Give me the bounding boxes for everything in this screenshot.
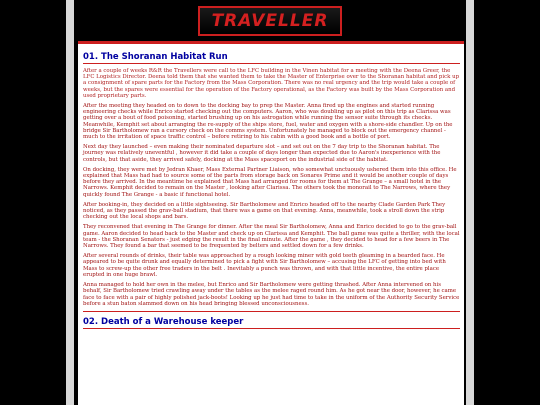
logo-text: TRAVELLER — [211, 11, 329, 31]
section-heading-2: 02. Death of a Warehouse keeper — [83, 317, 460, 329]
paragraph: After booking-in, they decided on a little sightseeing. Sir Bartholomew and Enrico headed off to the nearby Clade Garden Park They noticed, as they passed the grav-ball stadium, that there was a game on that evening. Anna, meanwhile, took a stroll down the strip checking out the local shops and bars. — [83, 201, 446, 221]
paragraph: Anna managed to hold her own in the melee, but Enrico and Sir Bartholomew were getting thrashed. After Anna intervened on his behalf, Sir Bartholomew tried crawling away under the tables as the melee raged round him. As he got near the door, however, he came face to face with a pair of highly polished jack-boots! Looking up he just had time to take in the uniform of the Authority Security Service before a stun baton slammed down on his head bringing blessed unconsciousness. — [83, 282, 460, 307]
paragraph: Next day they launched – even making their nominated departure slot – and set out on the 7 day trip to the Shoranan habitat. The journey was relatively uneventful , however it did take a couple of days longer than expected due to Aaron's inexperience with the controls, but that aside, they arrived safely, docking at the Mass spaceport on the industrial side of the habitat. — [83, 144, 441, 163]
paragraph: After several rounds of drinks, their table was approached by a rough looking miner with gold teeth gleaming in a bearded face. He appeared to be quite drunk and equally determined to pick a fight with Sir Bartholomew – accusing the LFC of getting into bed with Mass to screw-up the other free traders in the belt . Inevitably a punch was thrown, and with that little incentive, the entire place erupted in one huge brawl. — [83, 253, 446, 278]
paragraph: After the meeting they headed on to down to the docking bay to prep the Master. Anna fired up the engines and started running engineering checks while Enrico started checking out the computers. Aaron, who was doubling up as pilot on this trip as Clarissa was getting over a bout of food poisoning, started brushing up on his astrogation while running the sensor suite through its checks. Meanwhile, Kemphit set about arranging the re-supply of the ships store, fuel, water and oxygen with a shore-side chandler. Up on the bridge Sir Bartholomew ran a cursory check on the comms system. Unfortunately he managed to block out the emergency channel - much to the irritation of space traffic control – before retiring to his cabin with a good book and a bottle of port. — [83, 103, 453, 141]
content-column — [78, 0, 464, 405]
masthead-rule — [78, 41, 464, 44]
site-logo[interactable] — [198, 6, 342, 36]
section-divider — [83, 311, 460, 312]
right-side-strip — [466, 0, 474, 405]
section-heading-1: 01. The Shoranan Habitat Run — [83, 52, 460, 64]
masthead — [78, 0, 464, 44]
paragraph: They reconvened that evening in The Grange for dinner. After the meal Sir Bartholomew, Anna and Enrico decided to go to the grav-ball game. Aaron decided to head back to the Master and check up on Clarissa and Kemphit. The ball game was quite a thriller, with the local team - the Shoranan Senators - just edging the result in the final minute. After the game , they decided to head for a few beers in The Narrows. They found a bar that seemed to be frequented by belters and settled down for a few drinks. — [83, 224, 460, 250]
paragraph: On docking, they were met by Jedran Khaer, Mass External Partner Liaison, who somewhat unctuously ushered them into this office. He explained that Mass had had to source some of the parts from storage back on Sonares Prime and it would be another couple of days before they arrived. In the meantime he explained that Mass had arranged for rooms for them at The Grange – a small hotel in the Narrows. Kemphit decided to remain on the Master , looking after Clarissa. The others took the monorail to The Narrows, where they quickly found The Grange - a basic if functional hotel. — [83, 166, 457, 198]
paragraph: After a couple of weeks R&R the Travellers were call to the LFC building in the Vinen habitat for a meeting with the Deena Greer, the LFC Logistics Director. Deena told them that she wanted them to take the Master of Enterprise over to the Shoranan habitat and pick up a consignment of spare parts for the Factory from the Mass Corporation. There was no real urgency and the trip would take a couple of weeks, but the spares were essential for the operation of the Factory operational, as the Factory was built by the Mass Corporation and used proprietary parts. — [83, 68, 460, 99]
article — [78, 44, 464, 329]
left-side-strip — [66, 0, 74, 405]
